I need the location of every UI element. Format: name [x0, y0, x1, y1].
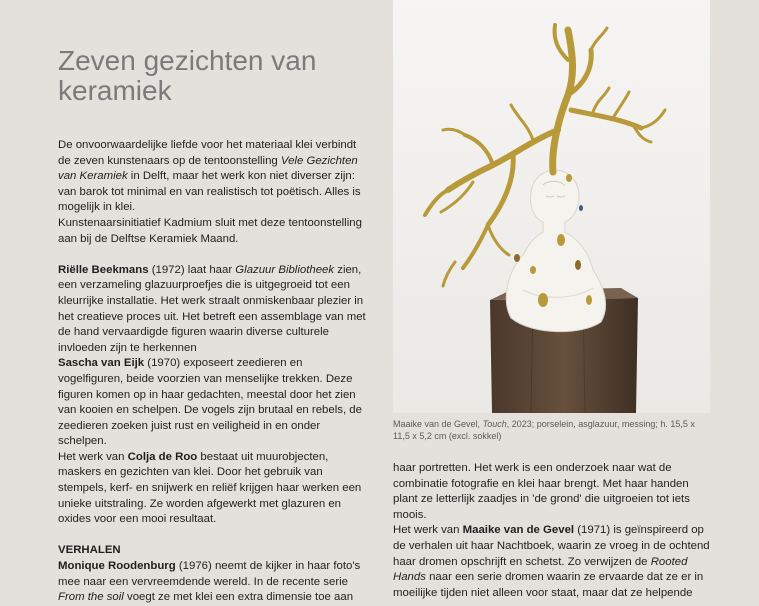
monique-paragraph [58, 559, 368, 606]
monique-paragraph-cont: haar portretten. Het werk is een onderzoek naar wat de combinatie fotografie en klei haar brengt. Met haar handen plant ze letterlijk zaadjes in 'de grond' die uitgroeien tot iets moois. [393, 462, 690, 521]
sascha-text: (1970) exposeert zeedieren en vogelfiguren, beide voorzien van menselijke trekken. Deze figuren komen op in haar gedachten, meestal door het zien van kooien en schelpen. De vogels zijn brutaal en rebels, de zeedieren zoeken juist rust en veiligheid in en onder schelpen. [58, 357, 362, 448]
intro-paragraph [58, 138, 368, 216]
artist-name: Maaike van de Gevel [462, 524, 575, 537]
rielle-text-cont: zien, een verzameling glazuurproefjes die is uitgegroeid tot een kleurrijke installatie. Het werk straalt onmiskenbaar plezier in het creatieve proces uit. Het betreft een assemblage van met de hand vervaardigde figuren waarin diverse culturele invloeden zijn te herkennen [58, 263, 366, 354]
work-title: Rooted Hands [393, 555, 688, 584]
colja-paragraph [58, 450, 368, 528]
maaike-text-cont: (1971) is geïnspireerd op de verhalen uit haar Nachtboek, waarin ze vroeg in de ochtend haar dromen opschrijft en schetst. Zo verwijzen de [393, 524, 710, 568]
maaike-text-end: naar een serie dromen waarin ze ervaarde dat ze er in moeilijke tijden niet alleen voor staat, maar dat ze helpende [393, 571, 704, 599]
sascha-paragraph [58, 356, 368, 450]
colja-text: Het werk van [58, 450, 128, 463]
work-title: Glazuur Bibliotheek [235, 263, 335, 276]
rielle-text: (1972) laat haar [148, 263, 236, 276]
colja-text-cont: bestaat uit muurobjecten, maskers en gezichten van klei. Door het gebruik van stempels, kerf- en snijwerk en reliëf krijgen haar werken een unieke uitstraling. Ze worden afgewerkt met glazuren en oxides voor een mooi resultaat. [58, 450, 362, 526]
figure-caption [393, 418, 711, 442]
article-title: Zeven gezichten van keramiek [58, 45, 317, 106]
caption-text-cont: , 2023; porselein, asglazuur, messing; h. 15,5 x 11,5 x 5,2 cm (excl. sokkel) [393, 419, 695, 441]
maaike-text: Het werk van [393, 524, 463, 537]
section-heading: VERHALEN [58, 544, 121, 557]
right-text-column [393, 461, 713, 601]
monique-text-cont: voegt ze met klei een extra dimensie toe aan [123, 591, 354, 604]
caption-work-title: Touch [482, 419, 507, 429]
rielle-paragraph [58, 263, 368, 357]
intro-text: De onvoorwaardelijke liefde voor het materiaal klei verbindt de zeven kunstenaars op de tentoonstelling [58, 139, 357, 167]
sculpture-illustration [393, 0, 710, 413]
caption-text: Maaike van de Gevel, [393, 419, 483, 429]
work-title: From the soil [58, 591, 124, 604]
artist-name: Sascha van Eijk [58, 357, 145, 370]
artist-name: Monique Roodenburg [58, 560, 176, 573]
artwork-photo [393, 0, 710, 413]
artist-name: Colja de Roo [127, 450, 198, 463]
artist-name: Riëlle Beekmans [58, 263, 149, 276]
monique-text: (1976) neemt de kijker in haar foto's mee naar een vervreemdende wereld. In de recente serie [58, 560, 361, 588]
intro-text-cont: in Delft, maar het werk kon niet diverser zijn: van barok tot minimal en van realistisch tot poëtisch. Alles is mogelijk in klei. [58, 170, 361, 214]
kadmium-paragraph: Kunstenaarsinitiatief Kadmium sluit met deze tentoonstelling aan bij de Delftse Keramiek Maand. [58, 216, 362, 245]
exhibition-title: Vele Gezichten van Keramiek [58, 154, 358, 183]
left-text-column [58, 138, 368, 606]
